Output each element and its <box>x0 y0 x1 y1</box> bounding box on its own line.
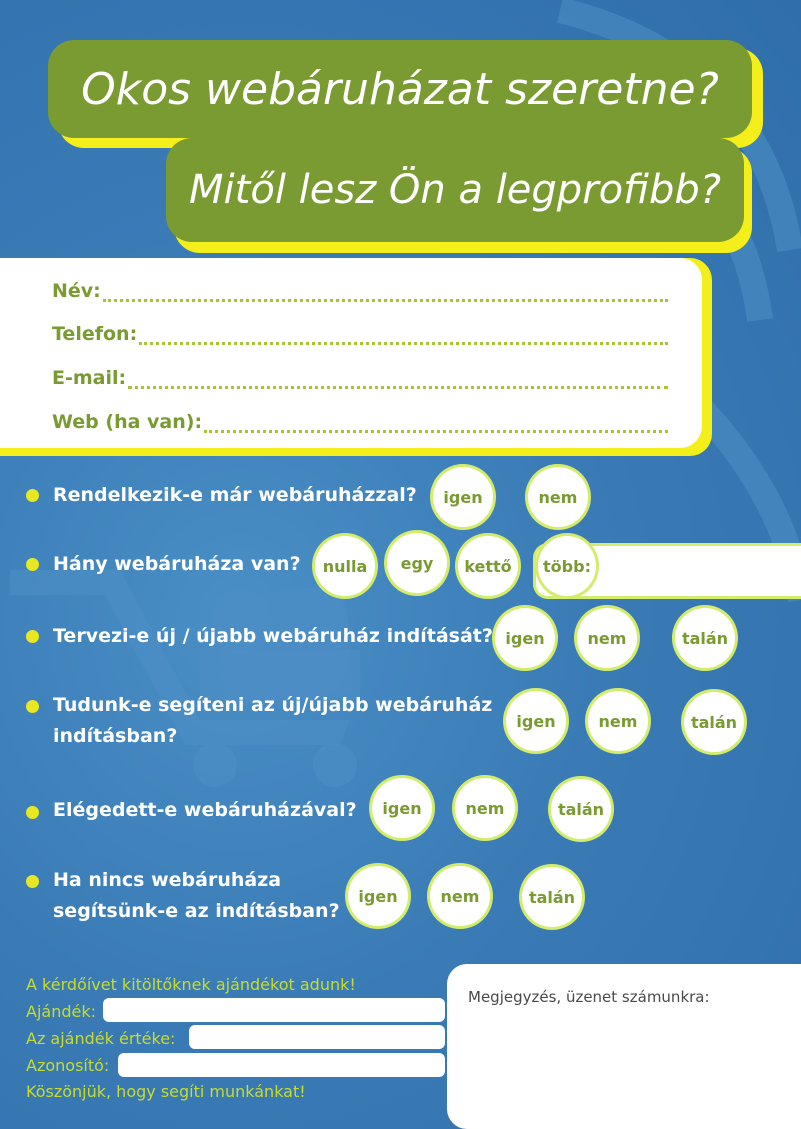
q2-more-label: több: <box>543 556 591 576</box>
question-5: Elégedett-e webáruházával? <box>53 799 357 821</box>
q5-option-nem[interactable]: nem <box>455 778 515 838</box>
name-field[interactable] <box>52 280 668 302</box>
gift-intro: A kérdőívet kitöltőknek ajándékot adunk! <box>26 975 356 994</box>
thanks-text: Köszönjük, hogy segíti munkánkat! <box>26 1082 306 1101</box>
page-title: Okos webáruházat szeretne? <box>48 40 752 138</box>
web-label: Web (ha van): <box>52 411 203 433</box>
q1-option-igen[interactable]: igen <box>433 467 493 527</box>
q6-option-igen[interactable]: igen <box>348 866 408 926</box>
name-line[interactable] <box>103 285 668 302</box>
q2-option-tobb[interactable] <box>538 536 596 596</box>
phone-label: Telefon: <box>52 323 138 345</box>
name-label: Név: <box>52 280 101 302</box>
question-4 <box>53 690 492 752</box>
gift-value-input[interactable] <box>189 1025 445 1049</box>
question-1: Rendelkezik-e már webáruházzal? <box>53 484 417 506</box>
q4-option-talan[interactable]: talán <box>684 692 744 752</box>
q1-option-nem[interactable]: nem <box>528 467 588 527</box>
question-3: Tervezi-e új / újabb webáruház indítását? <box>53 625 493 647</box>
shopping-cart-icon <box>10 570 360 787</box>
id-input[interactable] <box>118 1053 445 1077</box>
q3-option-nem[interactable]: nem <box>577 608 637 668</box>
gift-value-label: Az ajándék értéke: <box>26 1029 176 1048</box>
question-6 <box>53 865 340 927</box>
email-field[interactable] <box>52 367 668 389</box>
phone-line[interactable] <box>139 328 668 345</box>
bullet-icon <box>26 489 39 502</box>
gift-input[interactable] <box>103 998 445 1022</box>
page-subtitle: Mitől lesz Ön a legprofibb? <box>166 138 744 242</box>
q3-option-igen[interactable]: igen <box>495 608 555 668</box>
note-label: Megjegyzés, üzenet számunkra: <box>468 988 710 1006</box>
id-label: Azonosító: <box>26 1056 110 1075</box>
web-field[interactable] <box>52 411 668 433</box>
email-label: E-mail: <box>52 367 127 389</box>
phone-field[interactable] <box>52 323 668 345</box>
q6-option-nem[interactable]: nem <box>430 866 490 926</box>
q3-option-talan[interactable]: talán <box>675 608 735 668</box>
bullet-icon <box>26 806 39 819</box>
email-line[interactable] <box>128 372 668 389</box>
q6-option-talan[interactable]: talán <box>522 867 582 927</box>
q5-option-igen[interactable]: igen <box>372 778 432 838</box>
contact-card <box>0 258 702 448</box>
bullet-icon <box>26 630 39 643</box>
q2-option-ketto[interactable]: kettő <box>458 536 518 596</box>
question-4-line-1: Tudunk-e segíteni az új/újabb webáruház <box>53 694 493 716</box>
q2-option-nulla[interactable]: nulla <box>315 536 375 596</box>
q2-option-egy[interactable]: egy <box>387 533 447 593</box>
q4-option-igen[interactable]: igen <box>506 691 566 751</box>
web-line[interactable] <box>204 416 668 433</box>
question-4-line-2: indításban? <box>53 725 178 747</box>
bullet-icon <box>26 558 39 571</box>
bullet-icon <box>26 700 39 713</box>
bullet-icon <box>26 875 39 888</box>
gift-label: Ajándék: <box>26 1002 96 1021</box>
question-2: Hány webáruháza van? <box>53 553 301 575</box>
question-6-line-2: segítsünk-e az indításban? <box>53 900 340 922</box>
q5-option-talan[interactable]: talán <box>551 779 611 839</box>
q4-option-nem[interactable]: nem <box>588 691 648 751</box>
question-6-line-1: Ha nincs webáruháza <box>53 869 282 891</box>
